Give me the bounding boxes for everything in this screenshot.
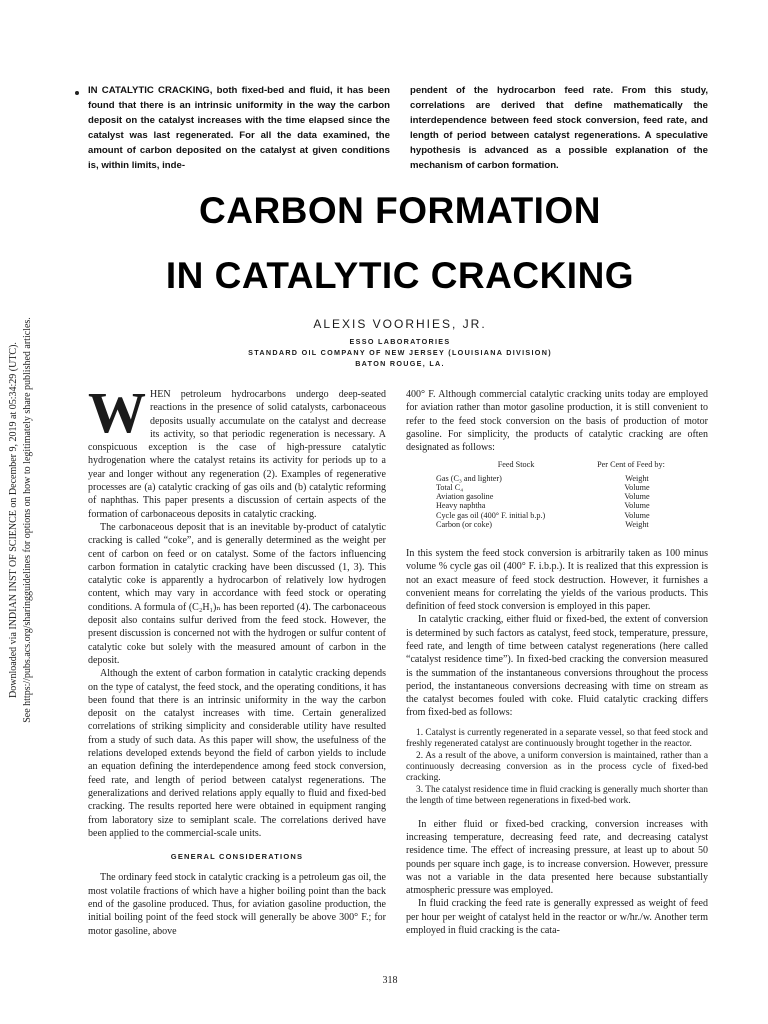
list-item: 1. Catalyst is currently regenerated in a separate vessel, so that feed stock and freshly regenerated catalyst are continuously brought together in the reactor. — [406, 727, 708, 750]
affiliation-line-3: BATON ROUGE, LA. — [355, 359, 445, 368]
list-item: 2. As a result of the above, a uniform conversion is maintained, rather than a continuously decreasing conversion as in the process cycle of fixed-bed cracking. — [406, 750, 708, 784]
table-row — [436, 511, 666, 520]
table-cell: Volume — [624, 501, 650, 511]
table-header-left: Feed Stock — [497, 460, 535, 470]
table-cell: Volume — [624, 510, 650, 520]
paragraph-text: HEN petroleum hydrocarbons undergo deep-seated reactions in the presence of solid catalysts, carbonaceous deposits usually accumulate on the catalyst and decrease its activity, so that periodic regeneration is necessary. A conspicuous exception is the case of high-pressure catalytic hydrogenation where the catalyst retains its activity for periods up to a year and longer without any regeneration (2). Examples of regenerative processes are (a) catalytic cracking of gas oils and (b) catalytic reforming of naphthas. This paper presents a discussion of certain aspects of the formation of carbonaceous deposits in catalytic cracking. — [88, 389, 386, 520]
drop-cap: W — [88, 380, 146, 445]
paragraph: 400° F. Although commercial catalytic cracking units today are employed for aviation rather than motor gasoline production, it is still convenient to refer to the feed stock conversion on the basis of production of motor gasoline. For simplicity, the products of catalytic cracking are often designated as follows: — [406, 389, 708, 454]
table-row — [436, 492, 666, 501]
paragraph: In either fluid or fixed-bed cracking, conversion increases with increasing temperature, decreasing feed rate, and decreasing catalyst residence time. The effect of increasing pressure, at least up to about 50 pounds per square inch gage, is to increase conversion. However, pressure was not a variable in the data presented here because substantially atmospheric pressure was employed. — [406, 818, 708, 897]
table-row — [436, 501, 666, 510]
paragraph: In catalytic cracking, either fluid or fixed-bed, the extent of conversion is determined by such factors as catalyst, feed stock, temperature, pressure, feed rate, and length of time between catalyst regenerations (here called “catalyst residence time”). In fixed-bed cracking the conversion measured is the summation of the instantaneous conversions throughout the process period, the instantaneous conversions decreasing with time on stream as the catalyst becomes fouled with coke. Fluid catalytic cracking differs from fixed-bed as follows: — [406, 614, 708, 719]
section-heading: GENERAL CONSIDERATIONS — [170, 852, 304, 862]
table-cell: Volume — [624, 492, 650, 502]
table-cell: Weight — [625, 473, 649, 483]
table-row — [436, 520, 666, 529]
paragraph: In this system the feed stock conversion is arbitrarily taken as 100 minus volume % cycle gas oil (400° F. i.b.p.). It is realized that this expression is not an exact measure of feed stock destruction. However, it furnishes a convenient means for correlating the yields of the various products. This definition of feed stock conversion is employed in this paper. — [406, 547, 708, 613]
product-designation-table — [436, 460, 666, 528]
table-header-right: Per Cent of Feed by: — [597, 460, 665, 470]
body-column-left — [88, 380, 386, 938]
title-line-1: CARBON FORMATION — [199, 190, 601, 231]
body-column-right — [406, 388, 708, 937]
table-row — [436, 483, 666, 492]
affiliation-line-2: STANDARD OIL COMPANY OF NEW JERSEY (LOUISIANA DIVISION) — [248, 348, 552, 357]
abstract-right: pendent of the hydrocarbon feed rate. From this study, correlations are derived that define mathematically the interdependence between feed stock conversion, feed rate, and length of period between catalyst regenerations. A speculative hypothesis is advanced as a possible explanation of the mechanism of carbon formation. — [410, 85, 708, 171]
paragraph: In fluid cracking the feed rate is generally expressed as weight of feed per hour per weight of catalyst held in the reactor or w/hr./w. Another term employed in fluid cracking is the cata- — [406, 898, 708, 936]
watermark-line-2: See https://pubs.acs.org/sharingguidelines for options on how to legitimately share published articles. — [22, 317, 33, 723]
author-name: ALEXIS VOORHIES, JR. — [313, 317, 487, 331]
page-number: 318 — [382, 975, 398, 986]
title-line-2: IN CATALYTIC CRACKING — [165, 255, 635, 296]
paragraph: Although the extent of carbon formation in catalytic cracking depends on the type of catalyst, the feed stock, and the operating conditions, it has been found that there is an intrinsic uniformity in the way the carbon deposit on the catalyst increases with time. Certain generalized correlations of striking simplicity and considerable utility have resulted from a study of such data. As this paper will show, the usefulness of the relations developed extends beyond the field of carbon yields to include an equation defining the interdependence among feed stock conversion, feed rate, and length of period between catalyst regenerations. The generalizations and derived relations apply equally to fluid and fixed-bed cracking. The results reported here were obtained in equipment ranging from laboratory size to semiplant scale. The correlations derived have been applied to the commercial-scale units. — [88, 668, 386, 839]
numbered-list — [406, 728, 708, 808]
table-cell: Aviation gasoline — [436, 492, 494, 502]
paragraph: The carbonaceous deposit that is an inevitable by-product of catalytic cracking is called “coke”, and is generally determined as the weight per cent of carbon on feed or on catalyst. Some of the factors influencing carbon formation in catalytic cracking have been discussed (1, 3). This catalytic coke is apparently a hydrocarbon of relatively low hydrogen content, which may vary in accordance with feed stock or operating conditions. A formula of (C₂H₁)ₙ has been reported (4). The carbonaceous deposit also contains sulfur derived from the feed stock. However, the present discussion is concerned not with the hydrogen or sulfur content of catalytic coke but solely with the measured amount of carbon in the deposit. — [88, 521, 386, 666]
watermark-line-1: Downloaded via INDIAN INST OF SCIENCE on December 9, 2019 at 05:34:29 (UTC). — [8, 342, 19, 698]
table-cell: Weight — [625, 519, 649, 529]
table-cell: Cycle gas oil (400° F. initial b.p.) — [436, 510, 546, 520]
affiliation-line-1: ESSO LABORATORIES — [349, 337, 451, 346]
table-cell: Total C₄ — [436, 482, 464, 492]
table-cell: Carbon (or coke) — [436, 519, 492, 529]
abstract-left: IN CATALYTIC CRACKING, both fixed-bed and fluid, it has been found that there is an intrinsic uniformity in the way the carbon deposit on the catalyst increases with the time elapsed since the catalyst was last regenerated. For all the data examined, the amount of carbon deposited on the catalyst at given conditions is, within limits, inde- — [88, 85, 390, 171]
bullet-mark — [75, 91, 79, 95]
table-cell: Heavy naphtha — [436, 501, 486, 511]
paragraph: The ordinary feed stock in catalytic cracking is a petroleum gas oil, the most volatile fractions of which have a higher boiling point than the back end of the gasoline produced. Thus, for aviation gasoline production, the initial boiling point of the feed stock will generally be above 300° F.; for motor gasoline, above — [88, 872, 386, 937]
paragraph — [88, 380, 386, 521]
table-cell: Gas (C₃ and lighter) — [436, 473, 502, 483]
table-row — [436, 474, 666, 483]
list-item: 3. The catalyst residence time in fluid cracking is generally much shorter than the length of time between regenerations in fixed-bed work. — [406, 784, 708, 807]
table-cell: Volume — [624, 482, 650, 492]
